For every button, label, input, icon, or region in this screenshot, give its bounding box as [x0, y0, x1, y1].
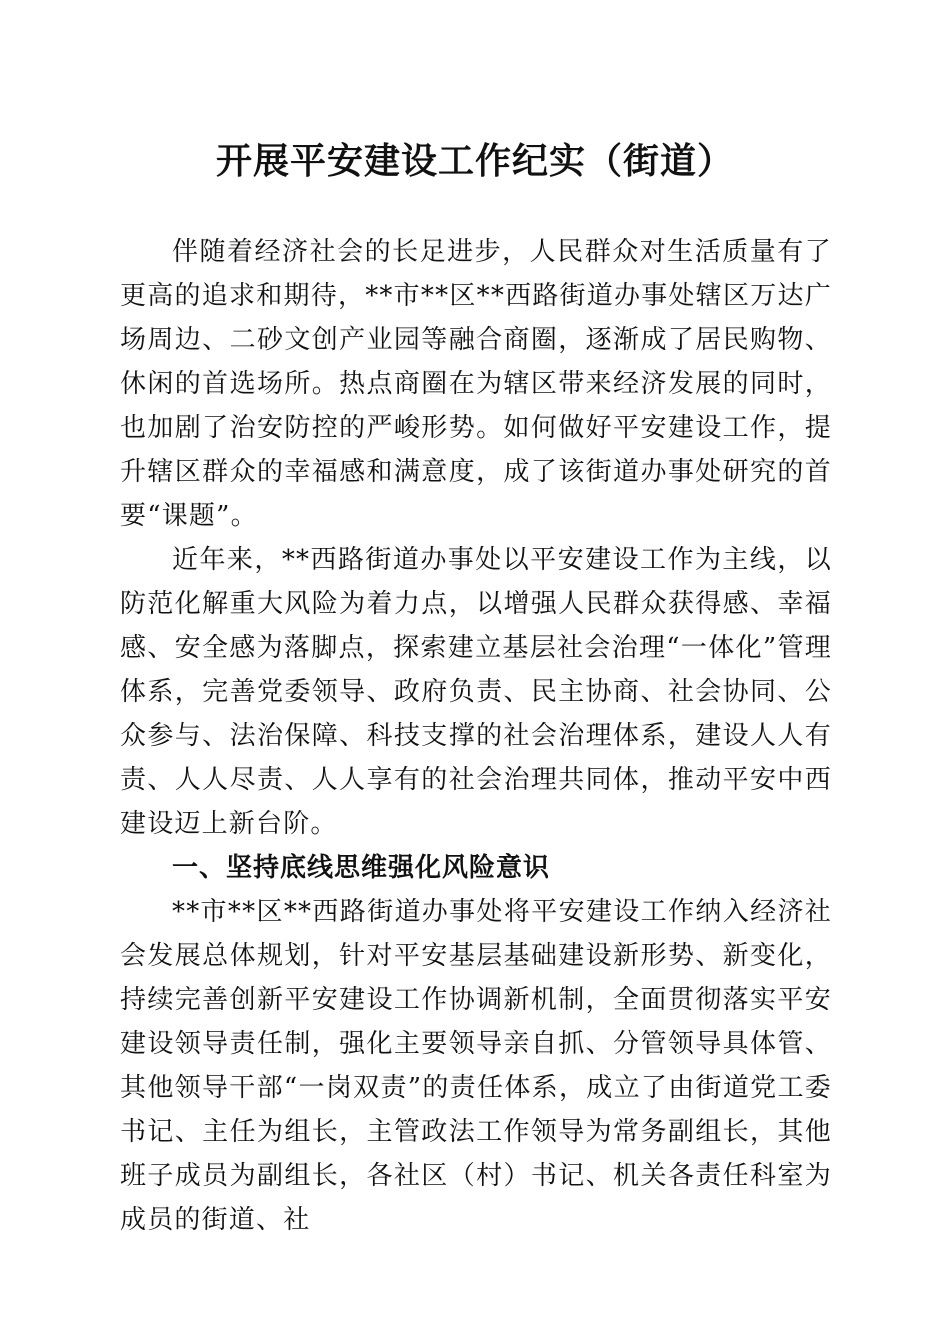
paragraph-intro: 伴随着经济社会的长足进步，人民群众对生活质量有了更高的追求和期待，**市**区**西路街道办事处辖区万达广场周边、二砂文创产业园等融合商圈，逐渐成了居民购物、休闲的首选场所。热点商圈在为辖区带来经济发展的同时，也加剧了治安防控的严峻形势。如何做好平安建设工作，提升辖区群众的幸福感和满意度，成了该街道办事处研究的首要“课题”。 — [120, 237, 832, 531]
section-heading: 一、坚持底线思维强化风险意识 — [172, 853, 551, 883]
paragraph-section-one: **市**区**西路街道办事处将平安建设工作纳入经济社会发展总体规划，针对平安基层基础建设新形势、新变化，持续完善创新平安建设工作协调新机制，全面贯彻落实平安建设领导责任制，强化主要领导亲自抓、分管领导具体管、其他领导干部“一岗双责”的责任体系，成立了由街道党工委书记、主任为组长，主管政法工作领导为常务副组长，其他班子成员为副组长，各社区（村）书记、机关各责任科室为成员的街道、社 — [120, 897, 832, 1235]
document-body — [120, 230, 832, 1242]
paragraph-recent-years: 近年来，**西路街道办事处以平安建设工作为主线，以防范化解重大风险为着力点，以增强人民群众获得感、幸福感、安全感为落脚点，探索建立基层社会治理“一体化”管理体系，完善党委领导、政府负责、民主协商、社会协同、公众参与、法治保障、科技支撑的社会治理体系，建设人人有责、人人尽责、人人享有的社会治理共同体，推动平安中西建设迈上新台阶。 — [120, 545, 832, 839]
document-title: 开展平安建设工作纪实（街道） — [215, 140, 734, 182]
